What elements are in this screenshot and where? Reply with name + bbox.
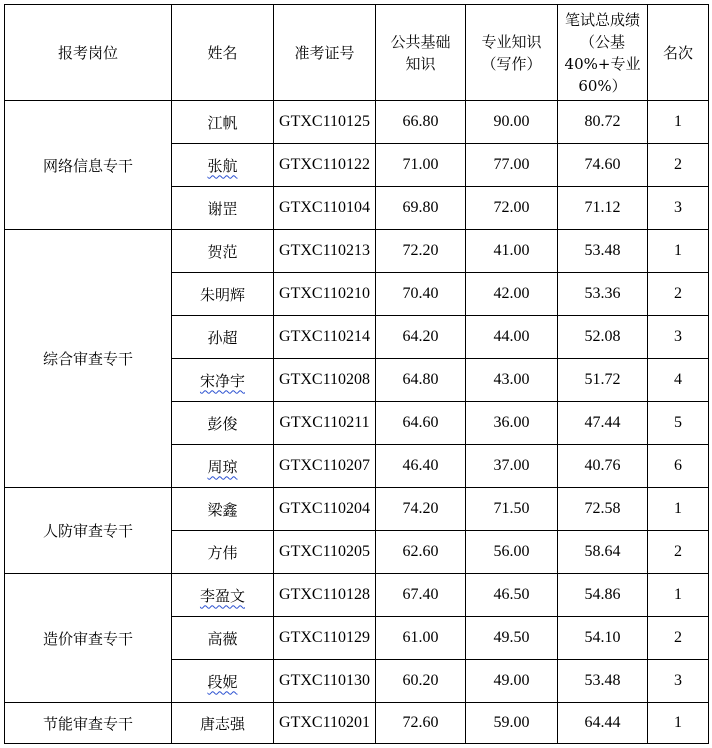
ticket-cell: GTXC110207 <box>274 445 376 488</box>
ticket-cell: GTXC110208 <box>274 359 376 402</box>
rank-cell: 1 <box>648 101 709 144</box>
rank-cell: 1 <box>648 574 709 617</box>
name-cell: 宋净宇 <box>172 359 274 402</box>
post-cell: 造价审查专干 <box>5 574 172 703</box>
total-score-cell: 53.48 <box>558 230 648 273</box>
post-cell: 人防审查专干 <box>5 488 172 574</box>
public-score-cell: 72.60 <box>376 703 466 744</box>
table-row <box>5 101 709 144</box>
public-score-cell: 64.80 <box>376 359 466 402</box>
ticket-cell: GTXC110125 <box>274 101 376 144</box>
rank-cell: 1 <box>648 230 709 273</box>
professional-score-cell: 46.50 <box>466 574 558 617</box>
total-score-cell: 54.86 <box>558 574 648 617</box>
post-cell: 网络信息专干 <box>5 101 172 230</box>
rank-cell: 3 <box>648 316 709 359</box>
ticket-cell: GTXC110104 <box>274 187 376 230</box>
total-score-cell: 64.44 <box>558 703 648 744</box>
ticket-cell: GTXC110210 <box>274 273 376 316</box>
ticket-cell: GTXC110129 <box>274 617 376 660</box>
total-score-cell: 71.12 <box>558 187 648 230</box>
ticket-cell: GTXC110201 <box>274 703 376 744</box>
total-score-cell: 72.58 <box>558 488 648 531</box>
name-cell: 周琼 <box>172 445 274 488</box>
table-row <box>5 574 709 617</box>
name-cell: 方伟 <box>172 531 274 574</box>
total-score-cell: 54.10 <box>558 617 648 660</box>
public-score-cell: 70.40 <box>376 273 466 316</box>
name-cell: 江帆 <box>172 101 274 144</box>
ticket-cell: GTXC110130 <box>274 660 376 703</box>
public-score-cell: 69.80 <box>376 187 466 230</box>
professional-score-cell: 71.50 <box>466 488 558 531</box>
rank-cell: 2 <box>648 617 709 660</box>
total-score-cell: 74.60 <box>558 144 648 187</box>
professional-score-cell: 36.00 <box>466 402 558 445</box>
header-total: 笔试总成绩（公基40%+专业60%） <box>558 5 648 101</box>
table-row <box>5 703 709 744</box>
public-score-cell: 67.40 <box>376 574 466 617</box>
professional-score-cell: 90.00 <box>466 101 558 144</box>
post-cell: 综合审查专干 <box>5 230 172 488</box>
professional-score-cell: 49.00 <box>466 660 558 703</box>
professional-score-cell: 49.50 <box>466 617 558 660</box>
header-row <box>5 5 709 101</box>
rank-cell: 3 <box>648 660 709 703</box>
post-cell: 节能审查专干 <box>5 703 172 744</box>
total-score-cell: 53.36 <box>558 273 648 316</box>
name-cell: 段妮 <box>172 660 274 703</box>
name-cell: 彭俊 <box>172 402 274 445</box>
total-score-cell: 40.76 <box>558 445 648 488</box>
public-score-cell: 72.20 <box>376 230 466 273</box>
rank-cell: 2 <box>648 273 709 316</box>
header-public: 公共基础知识 <box>376 5 466 101</box>
name-cell: 孙超 <box>172 316 274 359</box>
total-score-cell: 47.44 <box>558 402 648 445</box>
header-professional: 专业知识（写作） <box>466 5 558 101</box>
ticket-cell: GTXC110122 <box>274 144 376 187</box>
rank-cell: 2 <box>648 144 709 187</box>
rank-cell: 3 <box>648 187 709 230</box>
ticket-cell: GTXC110211 <box>274 402 376 445</box>
header-post: 报考岗位 <box>5 5 172 101</box>
score-table <box>4 4 709 744</box>
ticket-cell: GTXC110205 <box>274 531 376 574</box>
name-cell: 唐志强 <box>172 703 274 744</box>
public-score-cell: 61.00 <box>376 617 466 660</box>
professional-score-cell: 43.00 <box>466 359 558 402</box>
public-score-cell: 62.60 <box>376 531 466 574</box>
professional-score-cell: 44.00 <box>466 316 558 359</box>
public-score-cell: 60.20 <box>376 660 466 703</box>
name-cell: 高薇 <box>172 617 274 660</box>
name-cell: 张航 <box>172 144 274 187</box>
name-cell: 李盈文 <box>172 574 274 617</box>
ticket-cell: GTXC110213 <box>274 230 376 273</box>
name-cell: 梁鑫 <box>172 488 274 531</box>
public-score-cell: 64.20 <box>376 316 466 359</box>
total-score-cell: 51.72 <box>558 359 648 402</box>
rank-cell: 1 <box>648 488 709 531</box>
table-row <box>5 488 709 531</box>
header-name: 姓名 <box>172 5 274 101</box>
ticket-cell: GTXC110204 <box>274 488 376 531</box>
rank-cell: 4 <box>648 359 709 402</box>
professional-score-cell: 72.00 <box>466 187 558 230</box>
rank-cell: 2 <box>648 531 709 574</box>
rank-cell: 5 <box>648 402 709 445</box>
ticket-cell: GTXC110128 <box>274 574 376 617</box>
header-ticket: 准考证号 <box>274 5 376 101</box>
name-cell: 朱明辉 <box>172 273 274 316</box>
public-score-cell: 46.40 <box>376 445 466 488</box>
ticket-cell: GTXC110214 <box>274 316 376 359</box>
public-score-cell: 71.00 <box>376 144 466 187</box>
professional-score-cell: 37.00 <box>466 445 558 488</box>
total-score-cell: 80.72 <box>558 101 648 144</box>
professional-score-cell: 42.00 <box>466 273 558 316</box>
name-cell: 谢罡 <box>172 187 274 230</box>
professional-score-cell: 59.00 <box>466 703 558 744</box>
total-score-cell: 53.48 <box>558 660 648 703</box>
header-rank: 名次 <box>648 5 709 101</box>
public-score-cell: 66.80 <box>376 101 466 144</box>
rank-cell: 1 <box>648 703 709 744</box>
table-row <box>5 230 709 273</box>
professional-score-cell: 56.00 <box>466 531 558 574</box>
rank-cell: 6 <box>648 445 709 488</box>
name-cell: 贺范 <box>172 230 274 273</box>
total-score-cell: 58.64 <box>558 531 648 574</box>
total-score-cell: 52.08 <box>558 316 648 359</box>
professional-score-cell: 41.00 <box>466 230 558 273</box>
public-score-cell: 64.60 <box>376 402 466 445</box>
public-score-cell: 74.20 <box>376 488 466 531</box>
professional-score-cell: 77.00 <box>466 144 558 187</box>
